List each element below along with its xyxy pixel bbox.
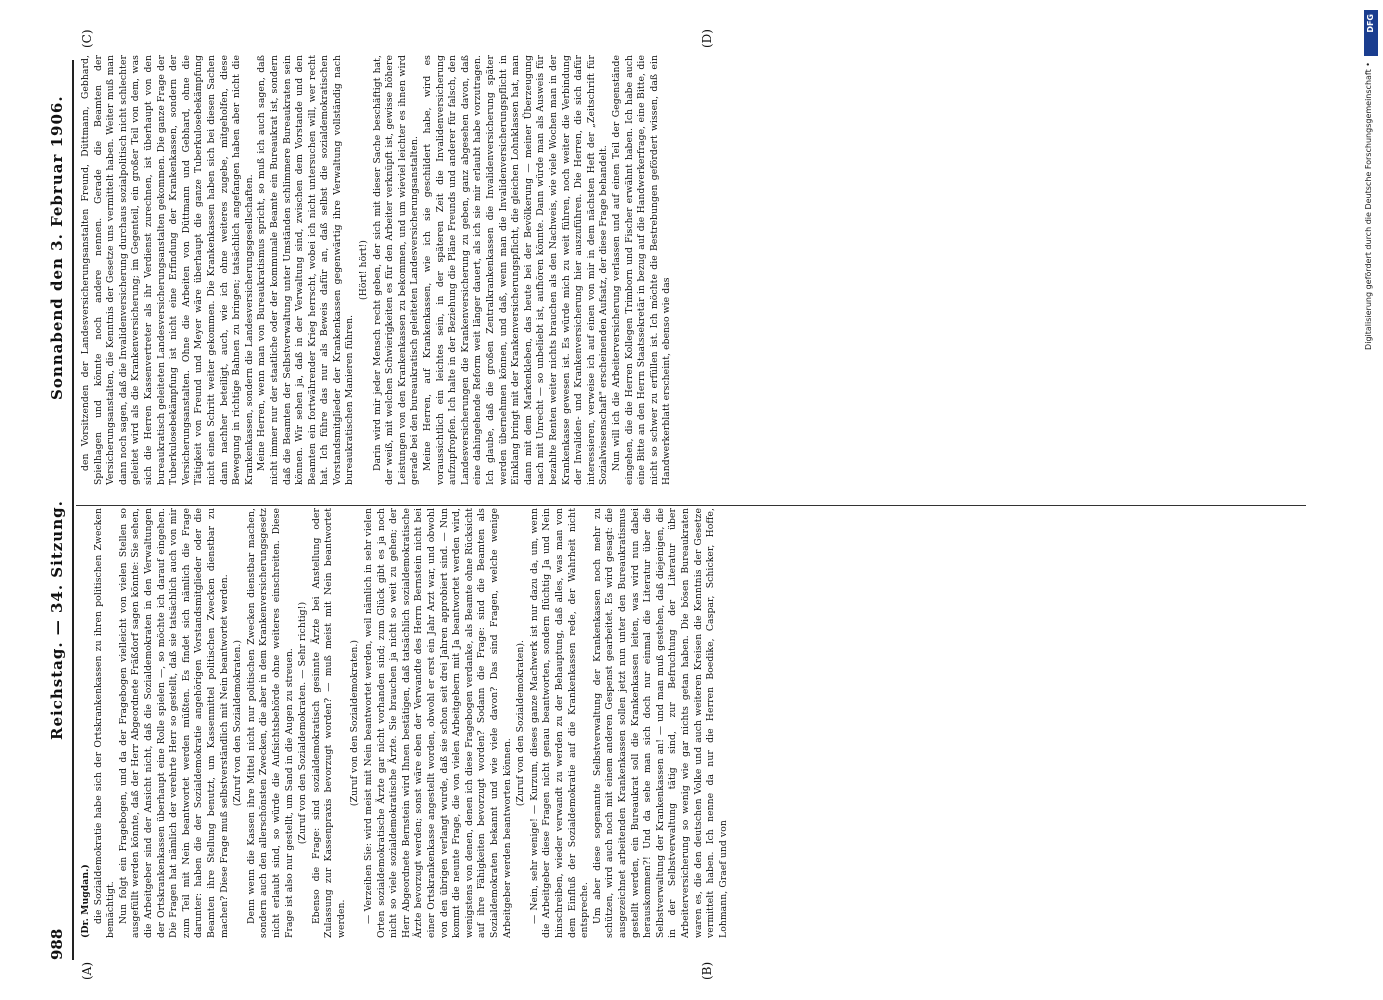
margin-marker-b: (B) [700, 961, 714, 980]
paragraph: Um aber diese sogenannte Selbstverwaltung der Krankenkassen noch mehr zu schützen, wird auch noch mit einem anderen Gespenst gearbeitet. Es wird gesagt: die ausgezeichnet arbeitenden Krankenkassen sollen jetzt nun unter den Bureaukratismus gestellt werden, ein Bureaukrat soll die Krankenkassen leiten, was wird nun dabei herauskommen?! Und da sehe man sich doch nur einmal die Literatur über die Selbstverwaltung der Krankenkassen an! — und man muß gestehen, daß diejenigen, die in der Selbstverwaltung tätig sind, zur Befruchtung der Literatur über Arbeiterversicherung so wenig wie gar nichts getan haben. Die bösen Bureaukraten waren es, die den deutschen Volke und auch weiteren Kreisen die Kenntnis der Gesetze vermittelt haben. Ich nenne da nur die Herren Boedike, Caspar, Schicker, Hoffe, Lohmann, Graef und von [591, 508, 729, 938]
interjection: (Zuruf von den Sozialdemokraten). [515, 639, 527, 807]
dfg-logo: DFG [1364, 10, 1378, 56]
page-header [48, 60, 70, 960]
paragraph: Meine Herren, wenn man von Bureaukratismus spricht, so muß ich auch sagen, daß nicht immer nur der staatliche oder der kommunale Beamte ein Bureaukrat ist, sondern daß die Beamten der Selbstverwaltung unter Umständen schlimmere Bureaukraten sein können. Wir sehen ja, daß in der Verwaltung sind, zwischen dem Vorstande und den Beamten ein fortwährender Krieg herrscht, wobei ich nicht untersuchen will, wer recht hat. Ich führe das nur als Beweis dafür an, daß selbst die sozialdemokratischen Vorstandsmitglieder der Krankenkassen gegenwärtig ihre Verwaltung vollständig nach bureaukratischen Manieren führen. [256, 55, 356, 485]
paragraph: Meine Herren, auf Krankenkassen, wie ich sie geschildert habe, wird es voraussichtlich ein leichtes sein, in der späteren Zeit die Invalidenversicherung aufzupfropfen. Ich halte in der Beziehung die Pläne Freunds und anderer für falsch, den Landesversicherungen die Krankenversicherung zu geben, ganz abgesehen davon, daß eine dahingehende Reform weit länger dauert, als ich sie mir erlaubt habe vorzutragen. Ich glaube, daß die großen Zentralkrankenkassen die Invalidenversicherung später werden übernehmen können, und daß, wenn man die Invalidenversicherungspflicht in Einklang bringt mit der Krankenversicherungspflicht, die gleichen Lohnklassen hat, man dann mit dem Markenkleben, das heute bei der Bevölkerung — meiner Überzeugung nach mit Unrecht — so unbeliebt ist, aufhören könnte. Dann würde man als Ausweis für bezahlte Renten weiter nichts brauchen als den Nachweis, wie viele Wochen man in der Krankenkasse gewesen ist. Es würde mich zu weit führen, noch weiter die Verbindung der Invaliden- und Krankenversicherung hier auszuführen. Die Herren, die sich dafür interessieren, verweise ich auf einen von mir in dem nächsten Heft der „Zeitschrift für Sozialwissenschaft" erscheinenden Aufsatz, der diese Frage behandelt. [422, 55, 610, 485]
paragraph: — Verzeihen Sie: wird meist mit Nein beantwortet werden, weil nämlich in sehr vielen Orten sozialdemokratische Ärzte gar nicht vorhanden sind; zum Glück gibt es ja noch nicht so viele sozialdemokratische Ärzte. Sie brauchen ja nicht so weit zu gehen; der Herr Abgeordnete Bernstein wird Ihnen bestätigen, daß tatsächlich sozialdemokratische Ärzte bevorzugt werden; sonst wäre eben der Verwandte des Herrn Bernstein nicht bei einer Ortskrankenkasse angestellt worden, obwohl er erst ein Jahr Arzt war, und obwohl von den übrigen verlangt wurde, daß sie schon seit drei Jahren approbiert sind. — Nun kommt die neunte Frage, die von vielen Arbeitgebern mit Ja beantwortet werden wird, wenigstens von denen, denen ich diese Fragebogen verdanke, als Beamte ohne Rücksicht auf ihre Fähigkeiten bevorzugt worden? Sodann die Frage: sind die Beamten als Sozialdemokraten bekannt und wie viele davon? Das sind Fragen, welche wenige Arbeitgeber werden beantworten können. [363, 508, 513, 938]
margin-marker-a: (A) [80, 961, 94, 980]
margin-marker-c: (C) [80, 29, 94, 48]
right-column [80, 55, 674, 485]
margin-marker-d: (D) [700, 29, 714, 48]
paragraph: die Sozialdemokratie habe sich der Ortskrankenkassen zu ihren politischen Zwecken bemächtigt. [92, 508, 117, 938]
paragraph: den Vorsitzenden der Landesversicherungsanstalten Freund, Düttmann, Gebhard, Spielhagen und könnte noch andere nennen. Gerade die Beamten der Versicherungsanstalten, die Kenntnis der Gesetze uns vermittelt haben. Weiter muß man dann noch sagen, daß die Invalidenversicherung durchaus sozialpolitisch nicht schlechter geleitet wird als die Krankenversicherung; im Gegenteil, ein großer Teil von dem, was sich die Herren Kassenvertreter als ihr Verdienst zurechnen, ist überhaupt von den bureaukratisch geleiteten Landesversicherungsanstalten gekommen. Die ganze Frage der Tuberkulosebekämpfung ist nicht eine Erfindung der Krankenkassen, sondern der Versicherungsanstalten. Ohne die Arbeiten von Düttmann und Gebhard, ohne die Tätigkeit von Freund und Meyer wäre überhaupt die ganze Tuberkulosebekämpfung nicht einen Schritt weiter gekommen. Die Krankenkassen haben sich bei diesen Sachen dann nachher beteiligt, auch, wie ich ohne weiteres zugebe, mitgeholfen, diese Bewegung in richtige Bahnen zu bringen; tatsächlich angefangen haben aber nicht die Krankenkassen, sondern die Landesversicherungsgesellschaften. [80, 55, 255, 485]
header-rule [72, 60, 74, 960]
digitization-credit: Digitalisierung gefördert durch die Deutsche Forschungsgemeinschaft • [1364, 62, 1373, 350]
paragraph: Ebenso die Frage: sind sozialdemokratisch gesinnte Ärzte bei Anstellung oder Zulassung zur Kassenpraxis bevorzugt worden? — muß meist mit Nein beantwortet werden. [310, 508, 347, 938]
left-column [80, 508, 730, 938]
paragraph: — Nein, sehr wenige! — Kurzum, dieses ganze Machwerk ist nur dazu da, um, wenn die Arbeitgeber diese Fragen nicht genau beantworten, sondern flüchtig Ja und Nein hinschreiben, wieder verwandt zu werden zu der Behauptung, daß alles, was man von dem Einfluß der Sozialdemokratie auf die Krankenkassen rede, der Wahrheit nicht entspreche. [528, 508, 591, 938]
paragraph: Denn wenn die Kassen ihre Mittel nicht nur politischen Zwecken dienstbar machen, sondern auch den allerschönsten Zwecken, die aber in dem Krankenversicherungsgesetz nicht erlaubt sind, so würde die Aufsichtsbehörde ohne weiteres einschreiten. Diese Frage ist also nur gestellt, um Sand in die Augen zu streuen. [245, 508, 295, 938]
paragraph: Darin wird mir jeder Mensch recht geben, der sich mit dieser Sache beschäftigt hat, der weiß, mit welchen Schwierigkeiten es für den Arbeiter verknüpft ist, gewisse höhere Leistungen von den Krankenkassen zu bekommen, und um wieviel leichter es ihnen wird gerade bei den bureaukratisch geleiteten Landesversicherungsanstalten. [371, 55, 421, 485]
speaker-name: (Dr. Mugdan.) [80, 864, 91, 938]
interjection: (Hört! hört!) [358, 240, 370, 300]
interjection: (Zuruf von den Sozialdemokraten. — Sehr richtig!) [297, 601, 309, 845]
interjection: (Zuruf von den Sozialdemokraten.) [232, 639, 244, 807]
session-title: Reichstag. — 34. Sitzung. [48, 500, 66, 740]
paragraph: Nun folgt ein Fragebogen, und da der Fragebogen vielleicht von vielen Stellen so ausgefüllt werden könnte, daß der Herr Abgeordnete Fräßdorf sagen könnte: Sie sehen, die Arbeitgeber sind der Ansicht nicht, daß die Sozialdemokraten in den Verwaltungen der Ortskrankenkassen überhaupt eine Rolle spielen —, so möchte ich darauf eingehen. Die Fragen hat nämlich der verehrte Herr so gestellt, daß sie tatsächlich auch von mir zum Teil mit Nein beantwortet werden müßten. Es findet sich nämlich die Frage darunter: haben die der Sozialdemokratie angehörigen Vorstandsmitglieder oder die Beamten ihre Stellung benutzt, um Kassenmittel politischen Zwecken dienstbar zu machen? Diese Frage muß selbstverständlich mit Nein beantwortet werden. [117, 508, 230, 938]
page-number: 988 [48, 928, 66, 960]
column-divider [76, 505, 1306, 506]
interjection: (Zuruf von den Sozialdemokraten.) [349, 639, 361, 807]
paragraph: Nun will ich die Arbeiterversicherung verlassen und auf einen Teil der Gegenstände eingehen, die die Herren Kollegen Trimborn und Fischer erwähnt haben. Ich habe auch eine Bitte an den Herrn Staatssekretär in bezug auf die Handwerkerfrage, eine Bitte, die nicht so schwer zu erfüllen ist. Ich möchte die Bestrebungen gefördert wissen, daß ein Handwerkerblatt erscheint, ebenso wie das [610, 55, 673, 485]
session-date: Sonnabend den 3. Februar 1906. [48, 95, 66, 400]
